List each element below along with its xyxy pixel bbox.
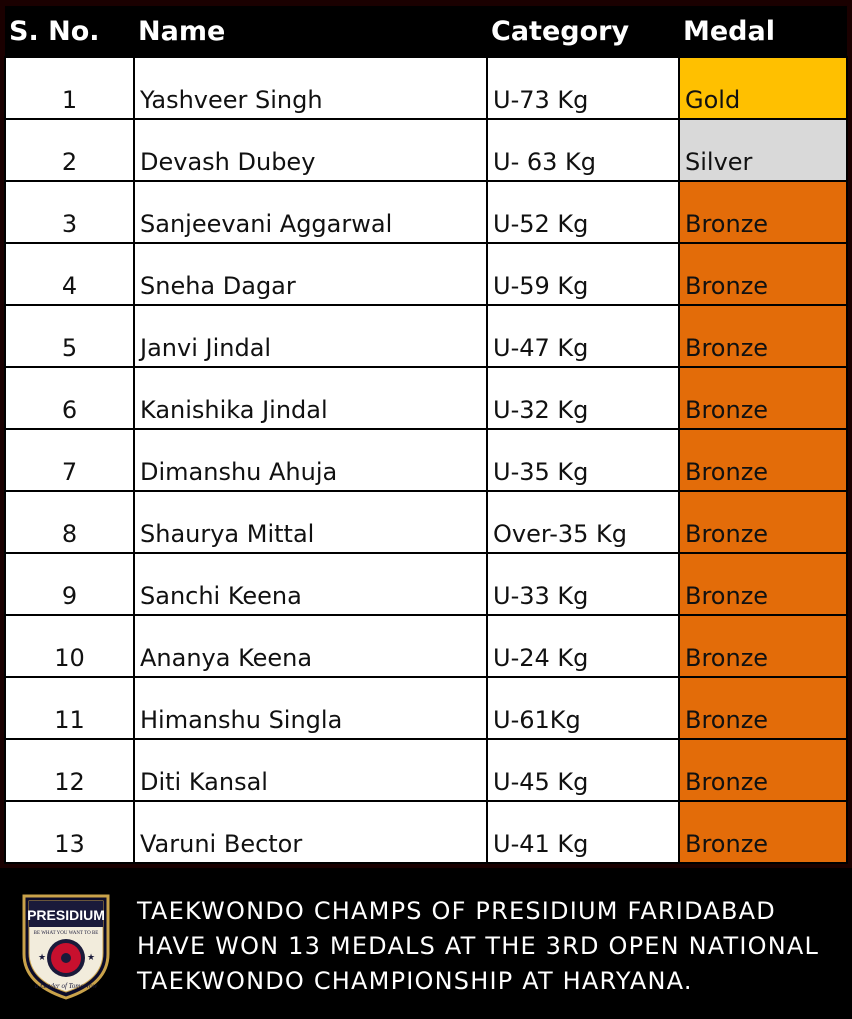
- cell-category: U-24 Kg: [487, 615, 679, 677]
- cell-name: Sneha Dagar: [134, 243, 487, 305]
- cell-name: Ananya Keena: [134, 615, 487, 677]
- cell-name: Janvi Jindal: [134, 305, 487, 367]
- cell-medal: Bronze: [679, 243, 847, 305]
- cell-medal: Bronze: [679, 181, 847, 243]
- table-row: [5, 429, 847, 491]
- cell-sno: 11: [5, 677, 134, 739]
- cell-medal: Bronze: [679, 491, 847, 553]
- cell-category: U-35 Kg: [487, 429, 679, 491]
- table-row: [5, 801, 847, 863]
- cell-name: Sanjeevani Aggarwal: [134, 181, 487, 243]
- cell-medal: Bronze: [679, 305, 847, 367]
- cell-name: Diti Kansal: [134, 739, 487, 801]
- medal-table: [4, 6, 848, 864]
- cell-sno: 1: [5, 57, 134, 119]
- logo-tagline: BE WHAT YOU WANT TO BE: [33, 931, 99, 936]
- svg-text:★: ★: [38, 953, 47, 963]
- cell-sno: 4: [5, 243, 134, 305]
- cell-category: U-47 Kg: [487, 305, 679, 367]
- logo-wordmark: PRESIDIUM: [27, 907, 105, 923]
- header-name: Name: [134, 6, 487, 57]
- table-row: [5, 119, 847, 181]
- cell-medal: Bronze: [679, 677, 847, 739]
- caption-line-3: TAEKWONDO CHAMPIONSHIP AT HARYANA.: [137, 967, 693, 995]
- cell-category: U-59 Kg: [487, 243, 679, 305]
- cell-name: Dimanshu Ahuja: [134, 429, 487, 491]
- cell-medal: Gold: [679, 57, 847, 119]
- cell-category: U-33 Kg: [487, 553, 679, 615]
- cell-sno: 12: [5, 739, 134, 801]
- cell-category: U-32 Kg: [487, 367, 679, 429]
- table-row: [5, 677, 847, 739]
- table-row: [5, 553, 847, 615]
- cell-category: U-45 Kg: [487, 739, 679, 801]
- cell-category: U-61Kg: [487, 677, 679, 739]
- presidium-logo: [20, 892, 112, 1002]
- table-row: [5, 305, 847, 367]
- cell-sno: 10: [5, 615, 134, 677]
- table-row: [5, 57, 847, 119]
- cell-name: Varuni Bector: [134, 801, 487, 863]
- cell-medal: Bronze: [679, 429, 847, 491]
- cell-category: U-41 Kg: [487, 801, 679, 863]
- cell-name: Devash Dubey: [134, 119, 487, 181]
- cell-sno: 13: [5, 801, 134, 863]
- logo-motto: a Leader of Tomorrow: [34, 982, 98, 990]
- cell-sno: 7: [5, 429, 134, 491]
- footer-banner: [0, 868, 852, 1019]
- table-row: [5, 367, 847, 429]
- table-row: [5, 491, 847, 553]
- cell-medal: Bronze: [679, 615, 847, 677]
- table-row: [5, 181, 847, 243]
- cell-name: Kanishika Jindal: [134, 367, 487, 429]
- cell-category: U-73 Kg: [487, 57, 679, 119]
- cell-name: Sanchi Keena: [134, 553, 487, 615]
- header-category: Category: [487, 6, 679, 57]
- cell-sno: 8: [5, 491, 134, 553]
- caption-line-2: HAVE WON 13 MEDALS AT THE 3RD OPEN NATIONAL: [137, 932, 820, 960]
- svg-text:★: ★: [87, 953, 96, 963]
- cell-medal: Bronze: [679, 801, 847, 863]
- header-sno: S. No.: [5, 6, 134, 57]
- cell-medal: Bronze: [679, 367, 847, 429]
- header-medal: Medal: [679, 6, 847, 57]
- cell-name: Himanshu Singla: [134, 677, 487, 739]
- table-row: [5, 739, 847, 801]
- cell-category: U- 63 Kg: [487, 119, 679, 181]
- cell-sno: 5: [5, 305, 134, 367]
- cell-sno: 2: [5, 119, 134, 181]
- table-row: [5, 615, 847, 677]
- caption-text: [137, 894, 837, 999]
- cell-sno: 6: [5, 367, 134, 429]
- table-header-row: [5, 6, 847, 57]
- caption-line-1: TAEKWONDO CHAMPS OF PRESIDIUM FARIDABAD: [137, 897, 776, 925]
- table-row: [5, 243, 847, 305]
- cell-medal: Bronze: [679, 553, 847, 615]
- cell-sno: 9: [5, 553, 134, 615]
- cell-name: Yashveer Singh: [134, 57, 487, 119]
- cell-category: U-52 Kg: [487, 181, 679, 243]
- cell-medal: Silver: [679, 119, 847, 181]
- cell-name: Shaurya Mittal: [134, 491, 487, 553]
- cell-sno: 3: [5, 181, 134, 243]
- cell-category: Over-35 Kg: [487, 491, 679, 553]
- cell-medal: Bronze: [679, 739, 847, 801]
